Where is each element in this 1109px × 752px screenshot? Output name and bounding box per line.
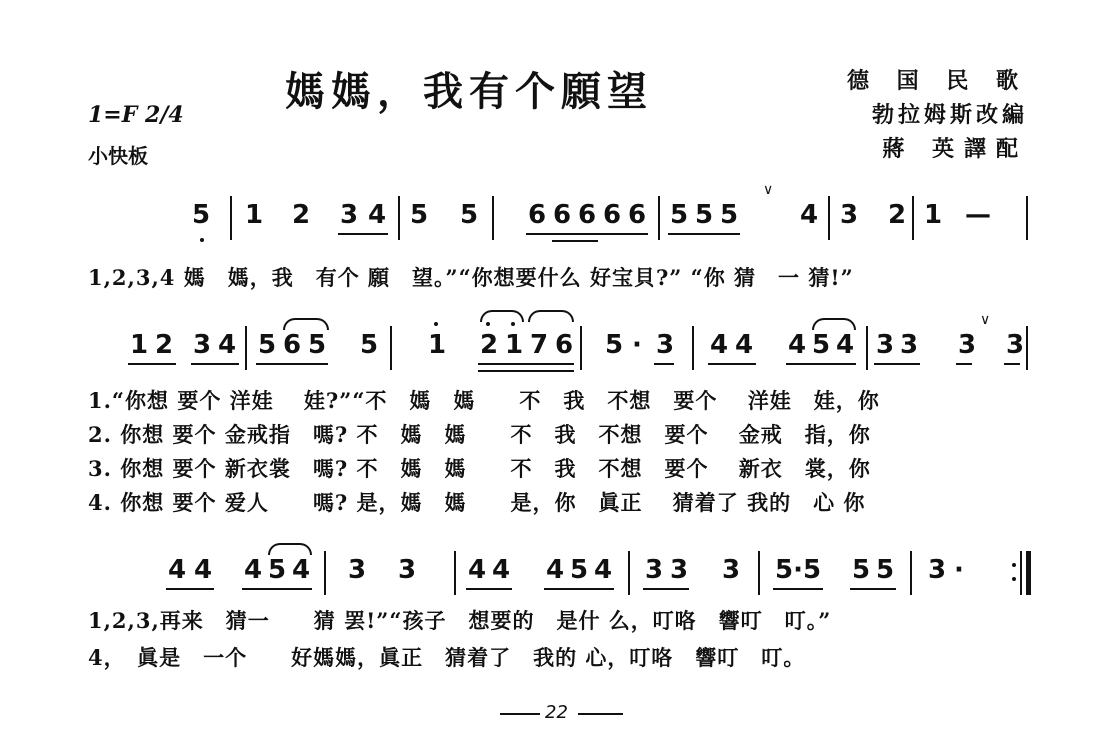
barline <box>866 326 868 370</box>
repeat-dot <box>1012 577 1016 581</box>
note: 3 <box>398 555 417 585</box>
note: 3 <box>840 200 859 230</box>
beam <box>773 588 823 590</box>
note: 5·5 <box>775 555 822 585</box>
note: 3 <box>1006 330 1025 360</box>
note: · <box>632 330 642 360</box>
note: 3 <box>656 330 675 360</box>
note: 3 <box>900 330 919 360</box>
note: 5 <box>876 555 895 585</box>
note: 1 <box>924 200 943 230</box>
note: 5 <box>852 555 871 585</box>
note: 3 <box>876 330 895 360</box>
barline <box>245 326 247 370</box>
lyrics-verse-3: 3. 你想 要个 新衣裳 嗎? 不 媽 媽 不 我 不想 要个 新衣 裳，你 <box>88 456 871 481</box>
barline <box>1026 326 1028 370</box>
high-octave-dot <box>486 322 490 326</box>
slur <box>528 310 574 322</box>
beam <box>526 233 648 235</box>
note: 7 <box>530 330 549 360</box>
note: 5 <box>192 200 211 230</box>
note: 1 <box>505 330 524 360</box>
credit-arranger: 勃拉姆斯改編 <box>871 102 1028 128</box>
barline <box>398 196 400 240</box>
breath-mark: ∨ <box>980 312 991 328</box>
note: 4 <box>368 200 387 230</box>
note: 1 <box>130 330 149 360</box>
note: 3 <box>645 555 664 585</box>
beam <box>191 363 239 365</box>
note: 4 <box>546 555 565 585</box>
note: 3 <box>340 200 359 230</box>
beam <box>544 588 614 590</box>
beam <box>708 363 756 365</box>
beam <box>552 240 598 242</box>
barline <box>230 196 232 240</box>
beam <box>338 233 388 235</box>
barline <box>1020 551 1022 595</box>
note: 6 <box>283 330 302 360</box>
note: 4 <box>836 330 855 360</box>
note: 4 <box>194 555 213 585</box>
score-line-2 <box>0 312 1109 390</box>
barline <box>912 196 914 240</box>
beam <box>478 370 574 372</box>
slur <box>283 318 329 330</box>
footer-rule-left <box>500 713 540 715</box>
song-title: 媽媽，我有个願望 <box>285 68 653 115</box>
note: 2 <box>155 330 174 360</box>
slur <box>480 310 524 322</box>
note: 5 <box>258 330 277 360</box>
note: 3 <box>193 330 212 360</box>
beam <box>786 363 856 365</box>
beam <box>643 588 689 590</box>
note: 4 <box>292 555 311 585</box>
note: 5 <box>670 200 689 230</box>
beam <box>128 363 176 365</box>
repeat-dot <box>1012 563 1016 567</box>
barline <box>324 551 326 595</box>
note: 3 <box>670 555 689 585</box>
final-barline <box>1026 551 1031 595</box>
note: 6 <box>528 200 547 230</box>
note: 4 <box>788 330 807 360</box>
page-number: 22 <box>545 702 568 723</box>
barline <box>628 551 630 595</box>
beam <box>478 363 574 365</box>
beam <box>654 363 674 365</box>
note: 3 <box>722 555 741 585</box>
lyrics-verse-4: 4. 你想 要个 爱人 嗎? 是，媽 媽 是，你 眞正 猜着了 我的 心 你 <box>88 490 866 515</box>
beam <box>956 363 972 365</box>
beam <box>166 588 214 590</box>
note: 5 <box>268 555 287 585</box>
note: 2 <box>888 200 907 230</box>
beam <box>256 363 328 365</box>
beam <box>242 588 312 590</box>
note: 5 <box>695 200 714 230</box>
note: 2 <box>292 200 311 230</box>
note: 6 <box>555 330 574 360</box>
note: 6 <box>603 200 622 230</box>
note: 5 <box>605 330 624 360</box>
note: 5 <box>570 555 589 585</box>
barline <box>658 196 660 240</box>
slur <box>268 543 312 555</box>
tempo-marking: 小快板 <box>88 144 148 168</box>
low-octave-dot <box>200 238 204 242</box>
note: — <box>965 200 991 230</box>
note: 4 <box>710 330 729 360</box>
lyrics-line-3b: 4， 眞是 一个 好媽媽，眞正 猜着了 我的 心，叮咯 響叮 叮。 <box>88 645 806 670</box>
barline <box>492 196 494 240</box>
note: 5 <box>720 200 739 230</box>
note: 4 <box>594 555 613 585</box>
slur <box>812 318 856 330</box>
barline <box>758 551 760 595</box>
note: 5 <box>308 330 327 360</box>
barline <box>580 326 582 370</box>
credit-translator: 蔣 英譯配 <box>882 136 1028 162</box>
lyrics-line-3a: 1,2,3,再来 猜一 猜 罢!”“孩子 想要的 是什 么，叮咯 響叮 叮。” <box>88 608 832 633</box>
beam <box>850 588 896 590</box>
beam <box>874 363 920 365</box>
note: 5 <box>410 200 429 230</box>
note: 1 <box>428 330 447 360</box>
high-octave-dot <box>434 322 438 326</box>
footer-rule-right <box>578 713 623 715</box>
beam <box>1004 363 1020 365</box>
barline <box>1026 196 1028 240</box>
note: 4 <box>218 330 237 360</box>
note: 1 <box>245 200 264 230</box>
lyrics-line-1: 1,2,3,4 媽 媽，我 有个 願 望。”“你想要什么 好宝貝?” “你 猜 一 猜!” <box>88 265 854 290</box>
note: 4 <box>468 555 487 585</box>
barline <box>828 196 830 240</box>
barline <box>692 326 694 370</box>
note: 6 <box>578 200 597 230</box>
note: 4 <box>492 555 511 585</box>
note: 4 <box>735 330 754 360</box>
note: 5 <box>460 200 479 230</box>
note: 6 <box>628 200 647 230</box>
note: 5 <box>360 330 379 360</box>
note: 4 <box>168 555 187 585</box>
beam <box>668 233 740 235</box>
note: 3 <box>958 330 977 360</box>
barline <box>454 551 456 595</box>
note: 5 <box>812 330 831 360</box>
score-line-1 <box>0 182 1109 260</box>
note: · <box>954 555 964 585</box>
high-octave-dot <box>511 322 515 326</box>
note: 3 <box>928 555 947 585</box>
note: 2 <box>480 330 499 360</box>
barline <box>910 551 912 595</box>
lyrics-verse-2: 2. 你想 要个 金戒指 嗎? 不 媽 媽 不 我 不想 要个 金戒 指，你 <box>88 422 871 447</box>
note: 4 <box>244 555 263 585</box>
note: 4 <box>800 200 819 230</box>
note: 6 <box>553 200 572 230</box>
lyrics-verse-1: 1.“你想 要个 洋娃 娃?”“不 媽 媽 不 我 不想 要个 洋娃 娃，你 <box>88 388 880 413</box>
barline <box>390 326 392 370</box>
breath-mark: ∨ <box>763 182 774 198</box>
beam <box>466 588 512 590</box>
note: 3 <box>348 555 367 585</box>
key-signature: 1=F 2/4 <box>88 102 184 128</box>
credit-origin: 德 国 民 歌 <box>847 68 1028 94</box>
